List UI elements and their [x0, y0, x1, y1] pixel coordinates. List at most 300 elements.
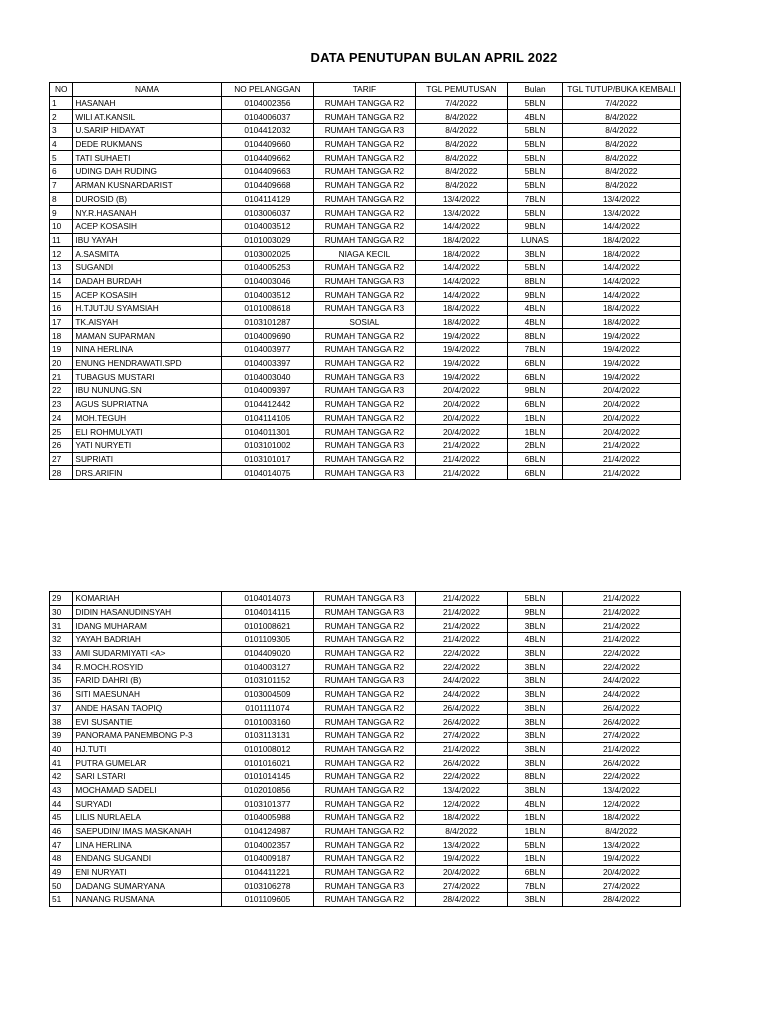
cell-nama: MOH.TEGUH [73, 411, 221, 425]
cell-tgl-pemutusan: 8/4/2022 [415, 165, 508, 179]
cell-bulan: 8BLN [508, 274, 563, 288]
cell-no-pelanggan: 0101008618 [221, 302, 314, 316]
cell-no: 21 [50, 370, 73, 384]
cell-no: 22 [50, 384, 73, 398]
cell-no: 6 [50, 165, 73, 179]
cell-tgl-pemutusan: 7/4/2022 [415, 96, 508, 110]
cell-nama: FARID DAHRI (B) [73, 674, 221, 688]
cell-tgl-tutup: 28/4/2022 [562, 893, 680, 907]
cell-tgl-tutup: 14/4/2022 [562, 274, 680, 288]
cell-nama: R.MOCH.ROSYID [73, 660, 221, 674]
cell-nama: ENUNG HENDRAWATI.SPD [73, 356, 221, 370]
cell-tgl-tutup: 8/4/2022 [562, 110, 680, 124]
cell-bulan: 3BLN [508, 646, 563, 660]
cell-no: 10 [50, 219, 73, 233]
cell-tarif: RUMAH TANGGA R3 [314, 879, 415, 893]
cell-bulan: 4BLN [508, 315, 563, 329]
cell-nama: DRS.ARIFIN [73, 466, 221, 480]
table-row [50, 769, 681, 783]
table-row [50, 619, 681, 633]
cell-bulan: LUNAS [508, 233, 563, 247]
cell-tgl-pemutusan: 22/4/2022 [415, 660, 508, 674]
table-row [50, 96, 681, 110]
cell-no: 37 [50, 701, 73, 715]
cell-tarif: RUMAH TANGGA R2 [314, 397, 415, 411]
cell-no: 7 [50, 178, 73, 192]
cell-nama: NY.R.HASANAH [73, 206, 221, 220]
table-row [50, 783, 681, 797]
cell-tgl-pemutusan: 19/4/2022 [415, 356, 508, 370]
cell-bulan: 1BLN [508, 824, 563, 838]
cell-nama: DUROSID (B) [73, 192, 221, 206]
cell-tarif: RUMAH TANGGA R2 [314, 756, 415, 770]
cell-tgl-tutup: 21/4/2022 [562, 619, 680, 633]
table-row [50, 370, 681, 384]
cell-tgl-pemutusan: 20/4/2022 [415, 865, 508, 879]
cell-no: 28 [50, 466, 73, 480]
cell-tgl-pemutusan: 18/4/2022 [415, 233, 508, 247]
cell-bulan: 4BLN [508, 110, 563, 124]
table-row [50, 674, 681, 688]
cell-no: 1 [50, 96, 73, 110]
cell-no-pelanggan: 0104003512 [221, 288, 314, 302]
cell-nama: ARMAN KUSNARDARIST [73, 178, 221, 192]
cell-no-pelanggan: 0104409668 [221, 178, 314, 192]
cell-tgl-tutup: 24/4/2022 [562, 674, 680, 688]
cell-no-pelanggan: 0104409020 [221, 646, 314, 660]
cell-tgl-pemutusan: 21/4/2022 [415, 619, 508, 633]
cell-tgl-tutup: 12/4/2022 [562, 797, 680, 811]
cell-no-pelanggan: 0104009187 [221, 852, 314, 866]
cell-tgl-tutup: 27/4/2022 [562, 879, 680, 893]
cell-tarif: RUMAH TANGGA R2 [314, 288, 415, 302]
table-row [50, 852, 681, 866]
cell-tgl-tutup: 21/4/2022 [562, 466, 680, 480]
cell-tgl-pemutusan: 28/4/2022 [415, 893, 508, 907]
cell-no: 4 [50, 137, 73, 151]
cell-bulan: 5BLN [508, 206, 563, 220]
cell-tgl-pemutusan: 14/4/2022 [415, 219, 508, 233]
cell-tgl-tutup: 8/4/2022 [562, 824, 680, 838]
cell-tgl-pemutusan: 8/4/2022 [415, 178, 508, 192]
cell-nama: A.SASMITA [73, 247, 221, 261]
cell-tgl-pemutusan: 19/4/2022 [415, 329, 508, 343]
table-row [50, 633, 681, 647]
cell-tarif: RUMAH TANGGA R2 [314, 783, 415, 797]
cell-tgl-tutup: 18/4/2022 [562, 315, 680, 329]
cell-tgl-tutup: 18/4/2022 [562, 233, 680, 247]
cell-nama: YATI NURYETI [73, 438, 221, 452]
table-row [50, 879, 681, 893]
header-bulan: Bulan [508, 83, 563, 97]
table-row [50, 728, 681, 742]
cell-nama: ENI NURYATI [73, 865, 221, 879]
cell-no-pelanggan: 0104003127 [221, 660, 314, 674]
cell-no: 8 [50, 192, 73, 206]
cell-tarif: RUMAH TANGGA R2 [314, 329, 415, 343]
cell-no: 20 [50, 356, 73, 370]
table-row [50, 315, 681, 329]
header-tarif: TARIF [314, 83, 415, 97]
cell-tgl-tutup: 13/4/2022 [562, 838, 680, 852]
cell-no-pelanggan: 0104006037 [221, 110, 314, 124]
cell-tarif: RUMAH TANGGA R2 [314, 619, 415, 633]
cell-tgl-pemutusan: 21/4/2022 [415, 466, 508, 480]
cell-tgl-pemutusan: 18/4/2022 [415, 302, 508, 316]
cell-no-pelanggan: 0101003160 [221, 715, 314, 729]
table-row [50, 343, 681, 357]
cell-nama: HASANAH [73, 96, 221, 110]
cell-tgl-tutup: 19/4/2022 [562, 852, 680, 866]
cell-tarif: RUMAH TANGGA R2 [314, 742, 415, 756]
cell-no: 40 [50, 742, 73, 756]
cell-tgl-pemutusan: 18/4/2022 [415, 811, 508, 825]
cell-no-pelanggan: 0104114105 [221, 411, 314, 425]
table-row [50, 824, 681, 838]
cell-tgl-tutup: 14/4/2022 [562, 288, 680, 302]
cell-no-pelanggan: 0104003512 [221, 219, 314, 233]
cell-no-pelanggan: 0104011301 [221, 425, 314, 439]
cell-tarif: RUMAH TANGGA R3 [314, 438, 415, 452]
cell-tarif: NIAGA KECIL [314, 247, 415, 261]
cell-tgl-tutup: 26/4/2022 [562, 756, 680, 770]
cell-tarif: RUMAH TANGGA R2 [314, 96, 415, 110]
cell-bulan: 5BLN [508, 151, 563, 165]
closure-table-part-1 [49, 82, 681, 480]
table-row [50, 756, 681, 770]
cell-bulan: 6BLN [508, 466, 563, 480]
cell-tarif: RUMAH TANGGA R2 [314, 110, 415, 124]
cell-tgl-pemutusan: 22/4/2022 [415, 646, 508, 660]
cell-tarif: RUMAH TANGGA R2 [314, 192, 415, 206]
cell-tarif: RUMAH TANGGA R3 [314, 370, 415, 384]
cell-nama: DEDE RUKMANS [73, 137, 221, 151]
cell-no: 11 [50, 233, 73, 247]
cell-tgl-pemutusan: 21/4/2022 [415, 438, 508, 452]
table-row [50, 247, 681, 261]
cell-nama: EVI SUSANTIE [73, 715, 221, 729]
cell-tarif: RUMAH TANGGA R2 [314, 411, 415, 425]
cell-tarif: RUMAH TANGGA R2 [314, 824, 415, 838]
cell-nama: UDING DAH RUDING [73, 165, 221, 179]
cell-no: 38 [50, 715, 73, 729]
cell-tarif: RUMAH TANGGA R2 [314, 893, 415, 907]
cell-bulan: 9BLN [508, 384, 563, 398]
cell-no: 50 [50, 879, 73, 893]
cell-bulan: 7BLN [508, 879, 563, 893]
cell-tgl-pemutusan: 13/4/2022 [415, 838, 508, 852]
cell-nama: TUBAGUS MUSTARI [73, 370, 221, 384]
cell-tgl-tutup: 20/4/2022 [562, 397, 680, 411]
cell-tarif: RUMAH TANGGA R2 [314, 356, 415, 370]
table-row [50, 260, 681, 274]
cell-bulan: 6BLN [508, 452, 563, 466]
cell-tgl-tutup: 18/4/2022 [562, 811, 680, 825]
header-no-pelanggan: NO PELANGGAN [221, 83, 314, 97]
cell-no-pelanggan: 0102010856 [221, 783, 314, 797]
table-row [50, 329, 681, 343]
cell-tgl-pemutusan: 27/4/2022 [415, 879, 508, 893]
table-row [50, 592, 681, 606]
cell-no-pelanggan: 0104412032 [221, 124, 314, 138]
cell-tgl-pemutusan: 27/4/2022 [415, 728, 508, 742]
cell-bulan: 9BLN [508, 219, 563, 233]
table-row [50, 219, 681, 233]
cell-tgl-pemutusan: 18/4/2022 [415, 315, 508, 329]
cell-tarif: RUMAH TANGGA R2 [314, 343, 415, 357]
cell-tgl-tutup: 13/4/2022 [562, 206, 680, 220]
cell-tgl-pemutusan: 20/4/2022 [415, 411, 508, 425]
cell-nama: IBU NUNUNG.SN [73, 384, 221, 398]
cell-tarif: RUMAH TANGGA R2 [314, 701, 415, 715]
closure-table-part-2 [49, 591, 681, 907]
cell-bulan: 3BLN [508, 247, 563, 261]
cell-no: 2 [50, 110, 73, 124]
table-row [50, 110, 681, 124]
cell-nama: IDANG MUHARAM [73, 619, 221, 633]
header-no: NO [50, 83, 73, 97]
table-row [50, 178, 681, 192]
cell-tarif: RUMAH TANGGA R2 [314, 219, 415, 233]
table-row [50, 302, 681, 316]
cell-bulan: 3BLN [508, 893, 563, 907]
cell-no-pelanggan: 0101014145 [221, 769, 314, 783]
cell-no: 45 [50, 811, 73, 825]
cell-no: 39 [50, 728, 73, 742]
cell-tgl-pemutusan: 19/4/2022 [415, 852, 508, 866]
cell-no: 9 [50, 206, 73, 220]
cell-no: 26 [50, 438, 73, 452]
cell-no-pelanggan: 0104412442 [221, 397, 314, 411]
cell-nama: ENDANG SUGANDI [73, 852, 221, 866]
table-row [50, 865, 681, 879]
cell-bulan: 3BLN [508, 701, 563, 715]
cell-no: 47 [50, 838, 73, 852]
cell-no: 51 [50, 893, 73, 907]
cell-tgl-tutup: 13/4/2022 [562, 192, 680, 206]
cell-no: 42 [50, 769, 73, 783]
cell-nama: SURYADI [73, 797, 221, 811]
cell-tarif: RUMAH TANGGA R2 [314, 811, 415, 825]
cell-tgl-tutup: 19/4/2022 [562, 329, 680, 343]
cell-tgl-pemutusan: 8/4/2022 [415, 824, 508, 838]
cell-nama: DIDIN HASANUDINSYAH [73, 605, 221, 619]
table-row [50, 646, 681, 660]
cell-bulan: 9BLN [508, 288, 563, 302]
cell-nama: SITI MAESUNAH [73, 687, 221, 701]
cell-tgl-pemutusan: 8/4/2022 [415, 124, 508, 138]
cell-tgl-pemutusan: 21/4/2022 [415, 592, 508, 606]
cell-bulan: 5BLN [508, 592, 563, 606]
cell-tgl-pemutusan: 21/4/2022 [415, 452, 508, 466]
cell-nama: HJ.TUTI [73, 742, 221, 756]
cell-tarif: RUMAH TANGGA R2 [314, 633, 415, 647]
cell-no: 36 [50, 687, 73, 701]
cell-tgl-tutup: 26/4/2022 [562, 715, 680, 729]
table-row [50, 838, 681, 852]
cell-no-pelanggan: 0104409663 [221, 165, 314, 179]
cell-tgl-tutup: 20/4/2022 [562, 411, 680, 425]
cell-nama: AMI SUDARMIYATI <A> [73, 646, 221, 660]
cell-tgl-tutup: 21/4/2022 [562, 605, 680, 619]
cell-no-pelanggan: 0101109305 [221, 633, 314, 647]
cell-bulan: 3BLN [508, 687, 563, 701]
cell-tgl-pemutusan: 21/4/2022 [415, 633, 508, 647]
table-row [50, 151, 681, 165]
header-nama: NAMA [73, 83, 221, 97]
cell-no-pelanggan: 0104409660 [221, 137, 314, 151]
cell-tgl-tutup: 8/4/2022 [562, 124, 680, 138]
cell-bulan: 1BLN [508, 411, 563, 425]
cell-nama: DADAH BURDAH [73, 274, 221, 288]
cell-bulan: 5BLN [508, 260, 563, 274]
cell-tgl-pemutusan: 13/4/2022 [415, 783, 508, 797]
cell-tgl-tutup: 19/4/2022 [562, 343, 680, 357]
cell-bulan: 3BLN [508, 715, 563, 729]
cell-tgl-tutup: 20/4/2022 [562, 384, 680, 398]
cell-no: 35 [50, 674, 73, 688]
cell-tgl-pemutusan: 20/4/2022 [415, 425, 508, 439]
cell-no: 25 [50, 425, 73, 439]
cell-tarif: RUMAH TANGGA R2 [314, 178, 415, 192]
cell-no-pelanggan: 0103101017 [221, 452, 314, 466]
cell-tgl-pemutusan: 14/4/2022 [415, 274, 508, 288]
cell-bulan: 5BLN [508, 137, 563, 151]
cell-tgl-tutup: 8/4/2022 [562, 151, 680, 165]
cell-no-pelanggan: 0103004509 [221, 687, 314, 701]
table-row [50, 288, 681, 302]
cell-no-pelanggan: 0101111074 [221, 701, 314, 715]
cell-tgl-tutup: 18/4/2022 [562, 302, 680, 316]
table-row [50, 797, 681, 811]
cell-no: 43 [50, 783, 73, 797]
cell-tarif: RUMAH TANGGA R3 [314, 674, 415, 688]
cell-tgl-tutup: 14/4/2022 [562, 219, 680, 233]
cell-tgl-pemutusan: 21/4/2022 [415, 605, 508, 619]
cell-nama: ELI ROHMULYATI [73, 425, 221, 439]
cell-no-pelanggan: 0101016021 [221, 756, 314, 770]
cell-tgl-pemutusan: 8/4/2022 [415, 110, 508, 124]
cell-tarif: RUMAH TANGGA R2 [314, 646, 415, 660]
cell-nama: SARI LSTARI [73, 769, 221, 783]
cell-bulan: 8BLN [508, 769, 563, 783]
table-row [50, 206, 681, 220]
cell-tgl-pemutusan: 12/4/2022 [415, 797, 508, 811]
cell-tgl-pemutusan: 19/4/2022 [415, 370, 508, 384]
cell-no: 48 [50, 852, 73, 866]
cell-no: 34 [50, 660, 73, 674]
cell-no-pelanggan: 0103002025 [221, 247, 314, 261]
cell-bulan: 7BLN [508, 192, 563, 206]
cell-no: 46 [50, 824, 73, 838]
cell-nama: TATI SUHAETI [73, 151, 221, 165]
cell-no-pelanggan: 0103101002 [221, 438, 314, 452]
cell-bulan: 3BLN [508, 742, 563, 756]
cell-tgl-tutup: 19/4/2022 [562, 370, 680, 384]
cell-tgl-tutup: 27/4/2022 [562, 728, 680, 742]
cell-no-pelanggan: 0104005988 [221, 811, 314, 825]
table-row [50, 233, 681, 247]
cell-no-pelanggan: 0103101152 [221, 674, 314, 688]
cell-tarif: RUMAH TANGGA R3 [314, 466, 415, 480]
table-row [50, 660, 681, 674]
cell-no: 41 [50, 756, 73, 770]
cell-tgl-tutup: 8/4/2022 [562, 137, 680, 151]
cell-nama: YAYAH BADRIAH [73, 633, 221, 647]
cell-nama: U.SARIP HIDAYAT [73, 124, 221, 138]
cell-bulan: 6BLN [508, 356, 563, 370]
cell-no-pelanggan: 0104409662 [221, 151, 314, 165]
table-row [50, 192, 681, 206]
cell-tarif: RUMAH TANGGA R2 [314, 838, 415, 852]
cell-nama: NANANG RUSMANA [73, 893, 221, 907]
cell-bulan: 3BLN [508, 756, 563, 770]
cell-tgl-pemutusan: 14/4/2022 [415, 260, 508, 274]
cell-nama: LILIS NURLAELA [73, 811, 221, 825]
cell-no-pelanggan: 0104003397 [221, 356, 314, 370]
cell-no: 27 [50, 452, 73, 466]
table-row [50, 411, 681, 425]
table-row [50, 742, 681, 756]
cell-no-pelanggan: 0104411221 [221, 865, 314, 879]
cell-tarif: RUMAH TANGGA R2 [314, 233, 415, 247]
cell-bulan: 5BLN [508, 838, 563, 852]
cell-no: 15 [50, 288, 73, 302]
cell-tgl-pemutusan: 26/4/2022 [415, 701, 508, 715]
cell-tarif: RUMAH TANGGA R2 [314, 797, 415, 811]
cell-tarif: RUMAH TANGGA R3 [314, 605, 415, 619]
cell-tgl-tutup: 19/4/2022 [562, 356, 680, 370]
cell-bulan: 8BLN [508, 329, 563, 343]
cell-tgl-pemutusan: 20/4/2022 [415, 384, 508, 398]
cell-tgl-pemutusan: 21/4/2022 [415, 742, 508, 756]
cell-no: 14 [50, 274, 73, 288]
cell-no-pelanggan: 0103113131 [221, 728, 314, 742]
cell-tgl-pemutusan: 18/4/2022 [415, 247, 508, 261]
cell-no: 19 [50, 343, 73, 357]
cell-bulan: 7BLN [508, 343, 563, 357]
table-row [50, 425, 681, 439]
cell-bulan: 6BLN [508, 865, 563, 879]
cell-tarif: RUMAH TANGGA R3 [314, 124, 415, 138]
table-row [50, 124, 681, 138]
cell-tarif: RUMAH TANGGA R2 [314, 728, 415, 742]
cell-tgl-tutup: 20/4/2022 [562, 865, 680, 879]
cell-no: 31 [50, 619, 73, 633]
cell-tgl-tutup: 14/4/2022 [562, 260, 680, 274]
cell-no-pelanggan: 0104005253 [221, 260, 314, 274]
table-row [50, 165, 681, 179]
cell-tgl-pemutusan: 24/4/2022 [415, 687, 508, 701]
cell-nama: IBU YAYAH [73, 233, 221, 247]
cell-tgl-pemutusan: 13/4/2022 [415, 192, 508, 206]
table-row [50, 137, 681, 151]
cell-tarif: RUMAH TANGGA R3 [314, 274, 415, 288]
cell-no: 5 [50, 151, 73, 165]
cell-tarif: RUMAH TANGGA R2 [314, 715, 415, 729]
cell-no-pelanggan: 0104003040 [221, 370, 314, 384]
cell-tgl-tutup: 8/4/2022 [562, 178, 680, 192]
cell-no-pelanggan: 0103101287 [221, 315, 314, 329]
cell-no: 29 [50, 592, 73, 606]
cell-bulan: 2BLN [508, 438, 563, 452]
cell-nama: ANDE HASAN TAOPIQ [73, 701, 221, 715]
cell-no: 3 [50, 124, 73, 138]
cell-tgl-tutup: 21/4/2022 [562, 452, 680, 466]
cell-bulan: 6BLN [508, 370, 563, 384]
cell-tarif: RUMAH TANGGA R2 [314, 137, 415, 151]
cell-nama: SAEPUDIN/ IMAS MASKANAH [73, 824, 221, 838]
